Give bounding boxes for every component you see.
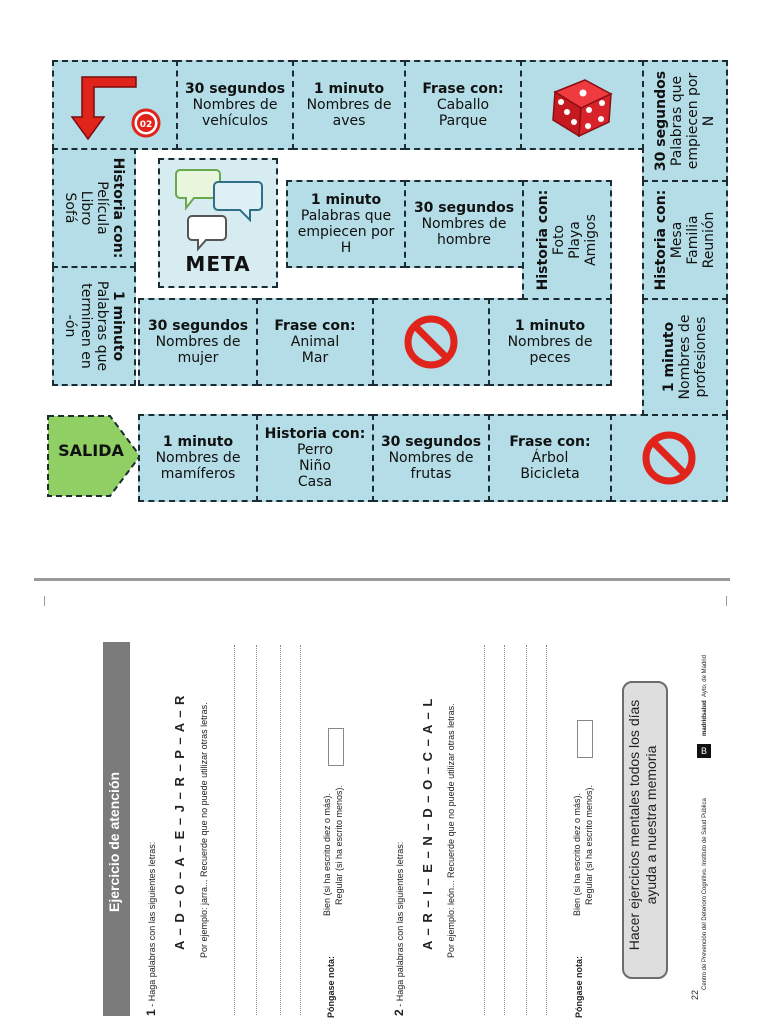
- tile-mamiferos: 1 minuto Nombres de mamíferos: [138, 414, 258, 502]
- goal-box: [158, 158, 278, 288]
- tile-historia-foto: Historia con: Foto Playa Amigos: [522, 180, 612, 300]
- score-box[interactable]: [328, 728, 344, 766]
- tile-palabras-on: 1 minuto Palabras que terminen en -ón: [52, 266, 136, 386]
- exercise-number: 1: [144, 1009, 158, 1016]
- answer-line: [300, 645, 301, 1015]
- answer-line: [526, 645, 527, 1015]
- tile-corner-arrow: [52, 60, 178, 150]
- tile-historia-mesa: Historia con: Mesa Familia Reunión: [642, 180, 728, 300]
- score-good: Bien (si ha escrito diez o más).: [572, 792, 582, 916]
- score-regular: Regular (si ha escrito menos).: [334, 784, 344, 905]
- tile-frase-animal: Frase con: Animal Mar: [256, 298, 374, 386]
- exercise-2-example: Por ejemplo: león... Recuerde que no puede utilizar otras letras.: [446, 703, 456, 958]
- answer-line: [256, 645, 257, 1015]
- badge-label: 02: [139, 120, 153, 130]
- tile-aves: 1 minuto Nombres de aves: [292, 60, 406, 150]
- tile-die: [520, 60, 644, 150]
- score-regular: Regular (si ha escrito menos).: [584, 784, 594, 905]
- exercise-2-instruction: 2 - Haga palabras con las siguientes letras:: [392, 841, 406, 1016]
- answer-line: [280, 645, 281, 1015]
- page-number: 22: [690, 989, 700, 1000]
- speech-bubbles-icon: [172, 164, 268, 252]
- footer-brand: madridsalud: [702, 700, 708, 736]
- exercise-number: 2: [392, 1009, 406, 1016]
- score-good: Bien (si ha escrito diez o más).: [322, 792, 332, 916]
- answer-line: [504, 645, 505, 1015]
- tile-historia-pelicula: Historia con: Película Libro Sofá: [52, 148, 136, 268]
- start-label: SALIDA: [58, 441, 124, 460]
- tile-profesiones: 1 minuto Nombres de profesiones: [642, 298, 728, 416]
- score-label: Póngase nota:: [574, 955, 584, 1018]
- footer-logo: B: [697, 744, 711, 758]
- tile-peces: 1 minuto Nombres de peces: [488, 298, 612, 386]
- footer-city: Ayto. de Madrid: [702, 655, 708, 697]
- tile-palabras-n: 30 segundos Palabras que empiecen por N: [642, 60, 728, 182]
- divider-tick: [44, 596, 45, 606]
- tile-frutas: 30 segundos Nombres de frutas: [372, 414, 490, 502]
- stop-icon: [641, 430, 697, 486]
- tile-hombre: 30 segundos Nombres de hombre: [404, 180, 524, 268]
- tile-heading: 1 minuto: [162, 433, 234, 450]
- answer-line: [234, 645, 235, 1015]
- tip-banner-text: Hacer ejercicios mentales todos los días ayuda a nuestra memoria: [626, 699, 659, 951]
- tile-stop-middle: [372, 298, 490, 386]
- footer-text: Centro de Prevención del Deterioro Cognitivo. Instituto de Salud Pública: [702, 798, 708, 990]
- tile-historia-perro: Historia con: Perro Niño Casa: [256, 414, 374, 502]
- exercise-1-example: Por ejemplo: jarra... Recuerde que no puede utilizar otras letras.: [199, 702, 209, 958]
- tile-stop-bottom: [610, 414, 728, 502]
- stop-icon: [403, 314, 459, 370]
- divider-tick: [726, 596, 727, 606]
- page-title: Ejercicio de atención: [106, 771, 122, 912]
- tile-palabras-h: 1 minuto Palabras que empiecen por H: [286, 180, 406, 268]
- answer-line: [484, 645, 485, 1015]
- tile-frase-arbol: Frase con: Árbol Bicicleta: [488, 414, 612, 502]
- score-label: Póngase nota:: [326, 955, 336, 1018]
- die-icon: [547, 70, 617, 140]
- score-box[interactable]: [577, 720, 593, 758]
- tile-frase-caballo: Frase con: Caballo Parque: [404, 60, 522, 150]
- turn-arrow-icon: [60, 65, 170, 145]
- exercise-1-letters: A – D – O – A – E – J – R – P – A – R: [172, 694, 187, 950]
- tile-mujer: 30 segundos Nombres de mujer: [138, 298, 258, 386]
- tile-vehiculos: 30 segundos Nombres de vehículos: [176, 60, 294, 150]
- exercise-2-letters: A – R – I – E – N – D – O – C – A – L: [420, 697, 435, 950]
- answer-line: [546, 645, 547, 1015]
- exercise-1-instruction: 1 - Haga palabras con las siguientes letras:: [144, 841, 158, 1016]
- goal-label: META: [185, 252, 251, 276]
- section-divider: [34, 578, 730, 581]
